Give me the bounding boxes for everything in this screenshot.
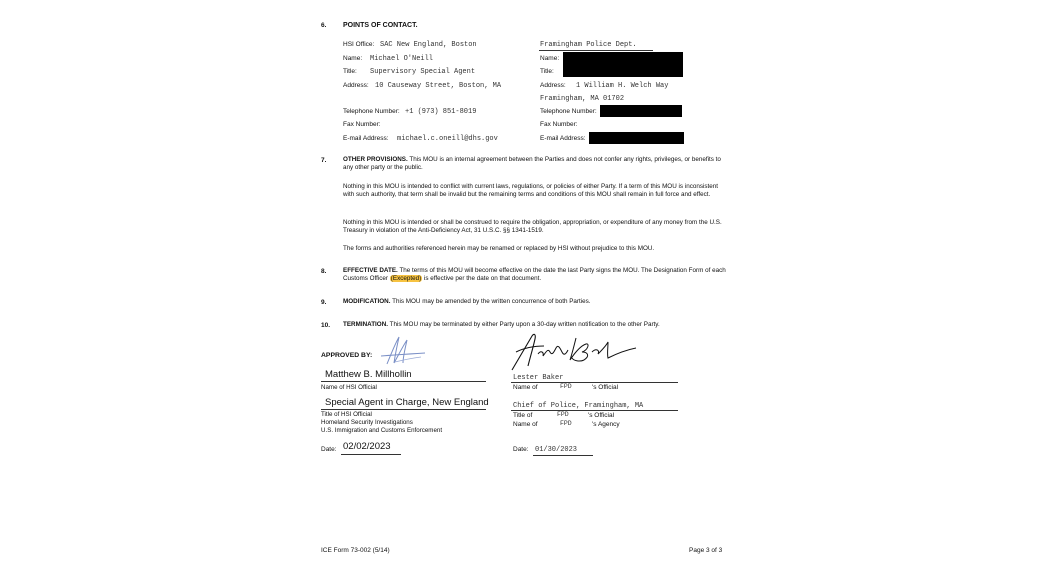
section-title: TERMINATION. xyxy=(343,321,389,328)
address-label: Address: xyxy=(343,82,369,89)
signature-line xyxy=(321,381,486,382)
phone-label: Telephone Number: xyxy=(540,108,597,115)
fpd-signature-image xyxy=(508,330,638,374)
fpd-abbrev: FPD xyxy=(560,420,572,427)
title-label: Title: xyxy=(540,68,554,75)
date-label: Date: xyxy=(321,446,337,453)
email-label: E-mail Address: xyxy=(343,135,389,142)
name-of-hsi-official-label: Name of HSI Official xyxy=(321,384,377,391)
address-line2: Framingham, MA 01702 xyxy=(540,95,625,103)
date-label: Date: xyxy=(513,446,529,453)
form-number: ICE Form 73-002 (5/14) xyxy=(321,547,390,554)
section-text: is effective per the date on that document. xyxy=(422,275,542,283)
fax-label: Fax Number: xyxy=(540,121,578,128)
fpd-date-value: 01/30/2023 xyxy=(535,446,578,454)
section-10-paragraph xyxy=(343,321,728,329)
section-number: 10. xyxy=(321,322,331,329)
section-7-paragraph-4: The forms and authorities referenced herein may be renamed or replaced by HSI without prejudice to this MOU. xyxy=(343,245,655,252)
section-number: 6. xyxy=(321,22,327,29)
title-of-hsi-official-label: Title of HSI Official xyxy=(321,411,372,418)
approved-by-label: APPROVED BY: xyxy=(321,352,373,359)
address-value: 10 Causeway Street, Boston, MA xyxy=(375,82,502,90)
official-suffix: 's Official xyxy=(592,384,619,391)
section-number: 8. xyxy=(321,268,327,275)
name-value: Michael O'Neill xyxy=(370,55,434,63)
section-number: 7. xyxy=(321,157,327,164)
fpd-abbrev: FPD xyxy=(557,411,569,418)
hsi-official-title: Special Agent in Charge, New England xyxy=(325,397,489,408)
section-title: MODIFICATION. xyxy=(343,298,391,305)
name-label: Name: xyxy=(540,55,560,62)
hsi-date-value: 02/02/2023 xyxy=(343,441,391,452)
date-line xyxy=(533,455,593,456)
redaction-block xyxy=(600,105,682,117)
title-value: Supervisory Special Agent xyxy=(370,68,476,76)
section-text: This MOU may be amended by the written concurrence of both Parties. xyxy=(390,298,591,305)
highlighted-text: (Excepted) xyxy=(390,275,422,283)
redaction-block xyxy=(589,132,684,144)
section-text: This MOU is an internal agreement between the Parties and does not confer any rights, privileges, or benefits to any other party or the public. xyxy=(343,156,721,172)
name-of-label: Name of xyxy=(513,421,538,428)
office-value: SAC New England, Boston xyxy=(380,41,477,49)
fpd-official-name: Lester Baker xyxy=(513,374,564,382)
ice-org-line: U.S. Immigration and Customs Enforcement xyxy=(321,427,443,434)
section-text: This MOU may be terminated by either Party upon a 30-day written notification to the other Party. xyxy=(388,321,660,328)
email-value: michael.c.oneill@dhs.gov xyxy=(397,135,498,143)
section-title: EFFECTIVE DATE. xyxy=(343,267,398,274)
date-line xyxy=(341,454,401,455)
hsi-signature-image xyxy=(375,334,430,368)
section-text: The terms of this MOU will become effective on the date the last Party signs the MOU. The Designation Form of each Customs Officer xyxy=(343,267,726,283)
address-line1: 1 William H. Welch Way xyxy=(576,82,669,90)
hsi-official-name: Matthew B. Millhollin xyxy=(325,369,412,380)
section-7-paragraph-3: Nothing in this MOU is intended or shall be construed to require the obligation, appropriation, or expenditure of any money from the U.S. Treasury in violation of the Anti-Deficiency Act, 31 U.S.C. §§ 1341-1519. xyxy=(343,219,722,235)
title-label: Title: xyxy=(343,68,357,75)
section-7-paragraph-2: Nothing in this MOU is intended to conflict with current laws, regulations, or policies of either Party. If a term of this MOU is inconsistent with such authority, that term shall be invalid but the remaining terms and conditions of this MOU shall remain in full force and effect. xyxy=(343,183,719,199)
email-label: E-mail Address: xyxy=(540,135,586,142)
redaction-block xyxy=(563,52,683,77)
agency-value: Framingham Police Dept. xyxy=(540,41,637,49)
phone-value: +1 (973) 851-8019 xyxy=(405,108,477,116)
phone-label: Telephone Number: xyxy=(343,108,400,115)
title-of-label: Title of xyxy=(513,412,533,419)
section-title: OTHER PROVISIONS. xyxy=(343,156,408,163)
section-9-paragraph xyxy=(343,298,728,306)
page-number: Page 3 of 3 xyxy=(689,547,723,554)
agency-suffix: 's Agency xyxy=(592,421,620,428)
signature-line xyxy=(321,409,486,410)
official-suffix: 's Official xyxy=(588,412,615,419)
office-label: HSI Office: xyxy=(343,41,375,48)
section-8-paragraph xyxy=(343,267,728,284)
fpd-abbrev: FPD xyxy=(560,383,572,390)
name-of-label: Name of xyxy=(513,384,538,391)
fax-label: Fax Number: xyxy=(343,121,381,128)
hsi-org-line: Homeland Security Investigations xyxy=(321,419,413,426)
agency-underline xyxy=(539,50,653,51)
fpd-official-title: Chief of Police, Framingham, MA xyxy=(513,402,644,410)
section-7-paragraph-1 xyxy=(343,156,728,173)
name-label: Name: xyxy=(343,55,363,62)
address-label: Address: xyxy=(540,82,566,89)
section-number: 9. xyxy=(321,299,327,306)
section-title: POINTS OF CONTACT. xyxy=(343,22,418,29)
signature-line xyxy=(511,382,678,383)
signature-line xyxy=(511,410,678,411)
